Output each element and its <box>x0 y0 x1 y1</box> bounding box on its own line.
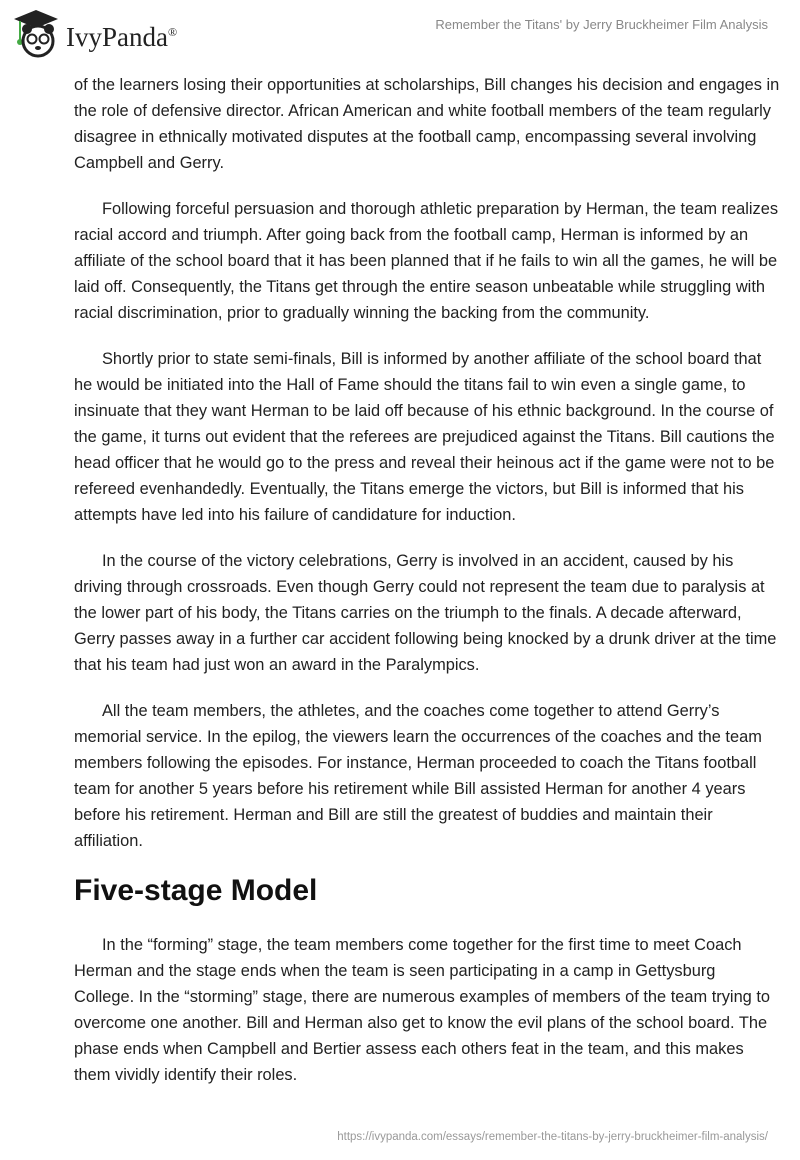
essay-body <box>74 72 780 1108</box>
panda-graduate-icon <box>12 8 60 58</box>
source-url[interactable]: https://ivypanda.com/essays/remember-the-titans-by-jerry-bruckheimer-film-analysis/ <box>337 1131 768 1143</box>
logo-text: IvyPanda® <box>66 21 178 52</box>
paragraph: of the learners losing their opportunities at scholarships, Bill changes his decision and engages in the role of defensive director. African American and white football members of the team regularly disagree in ethnically motivated disputes at the football camp, encompassing several involving Campbell and Gerry. <box>74 76 780 172</box>
paragraph: Following forceful persuasion and thorough athletic preparation by Herman, the team realizes racial accord and triumph. After going back from the football camp, Herman is informed by an affiliate of the school board that it has been planned that if he fails to win all the games, he will be laid off. Consequently, the Titans get through the entire season unbeatable while struggling with racial discrimination, prior to gradually winning the backing from the community. <box>74 200 779 322</box>
paragraph: In the course of the victory celebrations, Gerry is involved in an accident, caused by his driving through crossroads. Even though Gerry could not represent the team due to paralysis at the lower part of his body, the Titans carries on the triumph to the finals. A decade afterward, Gerry passes away in a further car accident following being knocked by a drunk driver at the time that his team had just won an award in the Paralympics. <box>74 552 777 674</box>
ivypanda-logo[interactable] <box>12 8 177 58</box>
header <box>0 0 800 60</box>
paragraph: All the team members, the athletes, and the coaches come together to attend Gerry’s memorial service. In the epilog, the viewers learn the occurrences of the coaches and the team members following the episodes. For instance, Herman proceeded to coach the Titans football team for another 5 years before his retirement while Bill assisted Herman for another 4 years before his retirement. Herman and Bill are still the greatest of buddies and maintain their affiliation. <box>74 702 762 850</box>
paragraph: In the “forming” stage, the team members come together for the first time to meet Coach Herman and the stage ends when the team is seen participating in a camp in Gettysburg College. In the “storming” stage, there are numerous examples of members of the team trying to overcome one another. Bill and Herman also get to know the evil plans of the school board. The phase ends when Campbell and Bertier assess each others feat in the team, and this makes them vividly identify their roles. <box>74 936 771 1084</box>
section-heading: Five-stage Model <box>74 874 318 907</box>
document-title: Remember the Titans' by Jerry Bruckheimer Film Analysis <box>435 17 768 32</box>
paragraph: Shortly prior to state semi-finals, Bill is informed by another affiliate of the school board that he would be initiated into the Hall of Fame should the titans fail to win even a single game, to insinuate that they want Herman to be laid off because of his ethnic background. In the course of the game, it turns out evident that the referees are prejudiced against the Titans. Bill cautions the head officer that he would go to the press and reveal their heinous act if the game were not to be refereed evenhandedly. Eventually, the Titans emerge the victors, but Bill is informed that his attempts have led into his failure of candidature for induction. <box>74 350 775 524</box>
